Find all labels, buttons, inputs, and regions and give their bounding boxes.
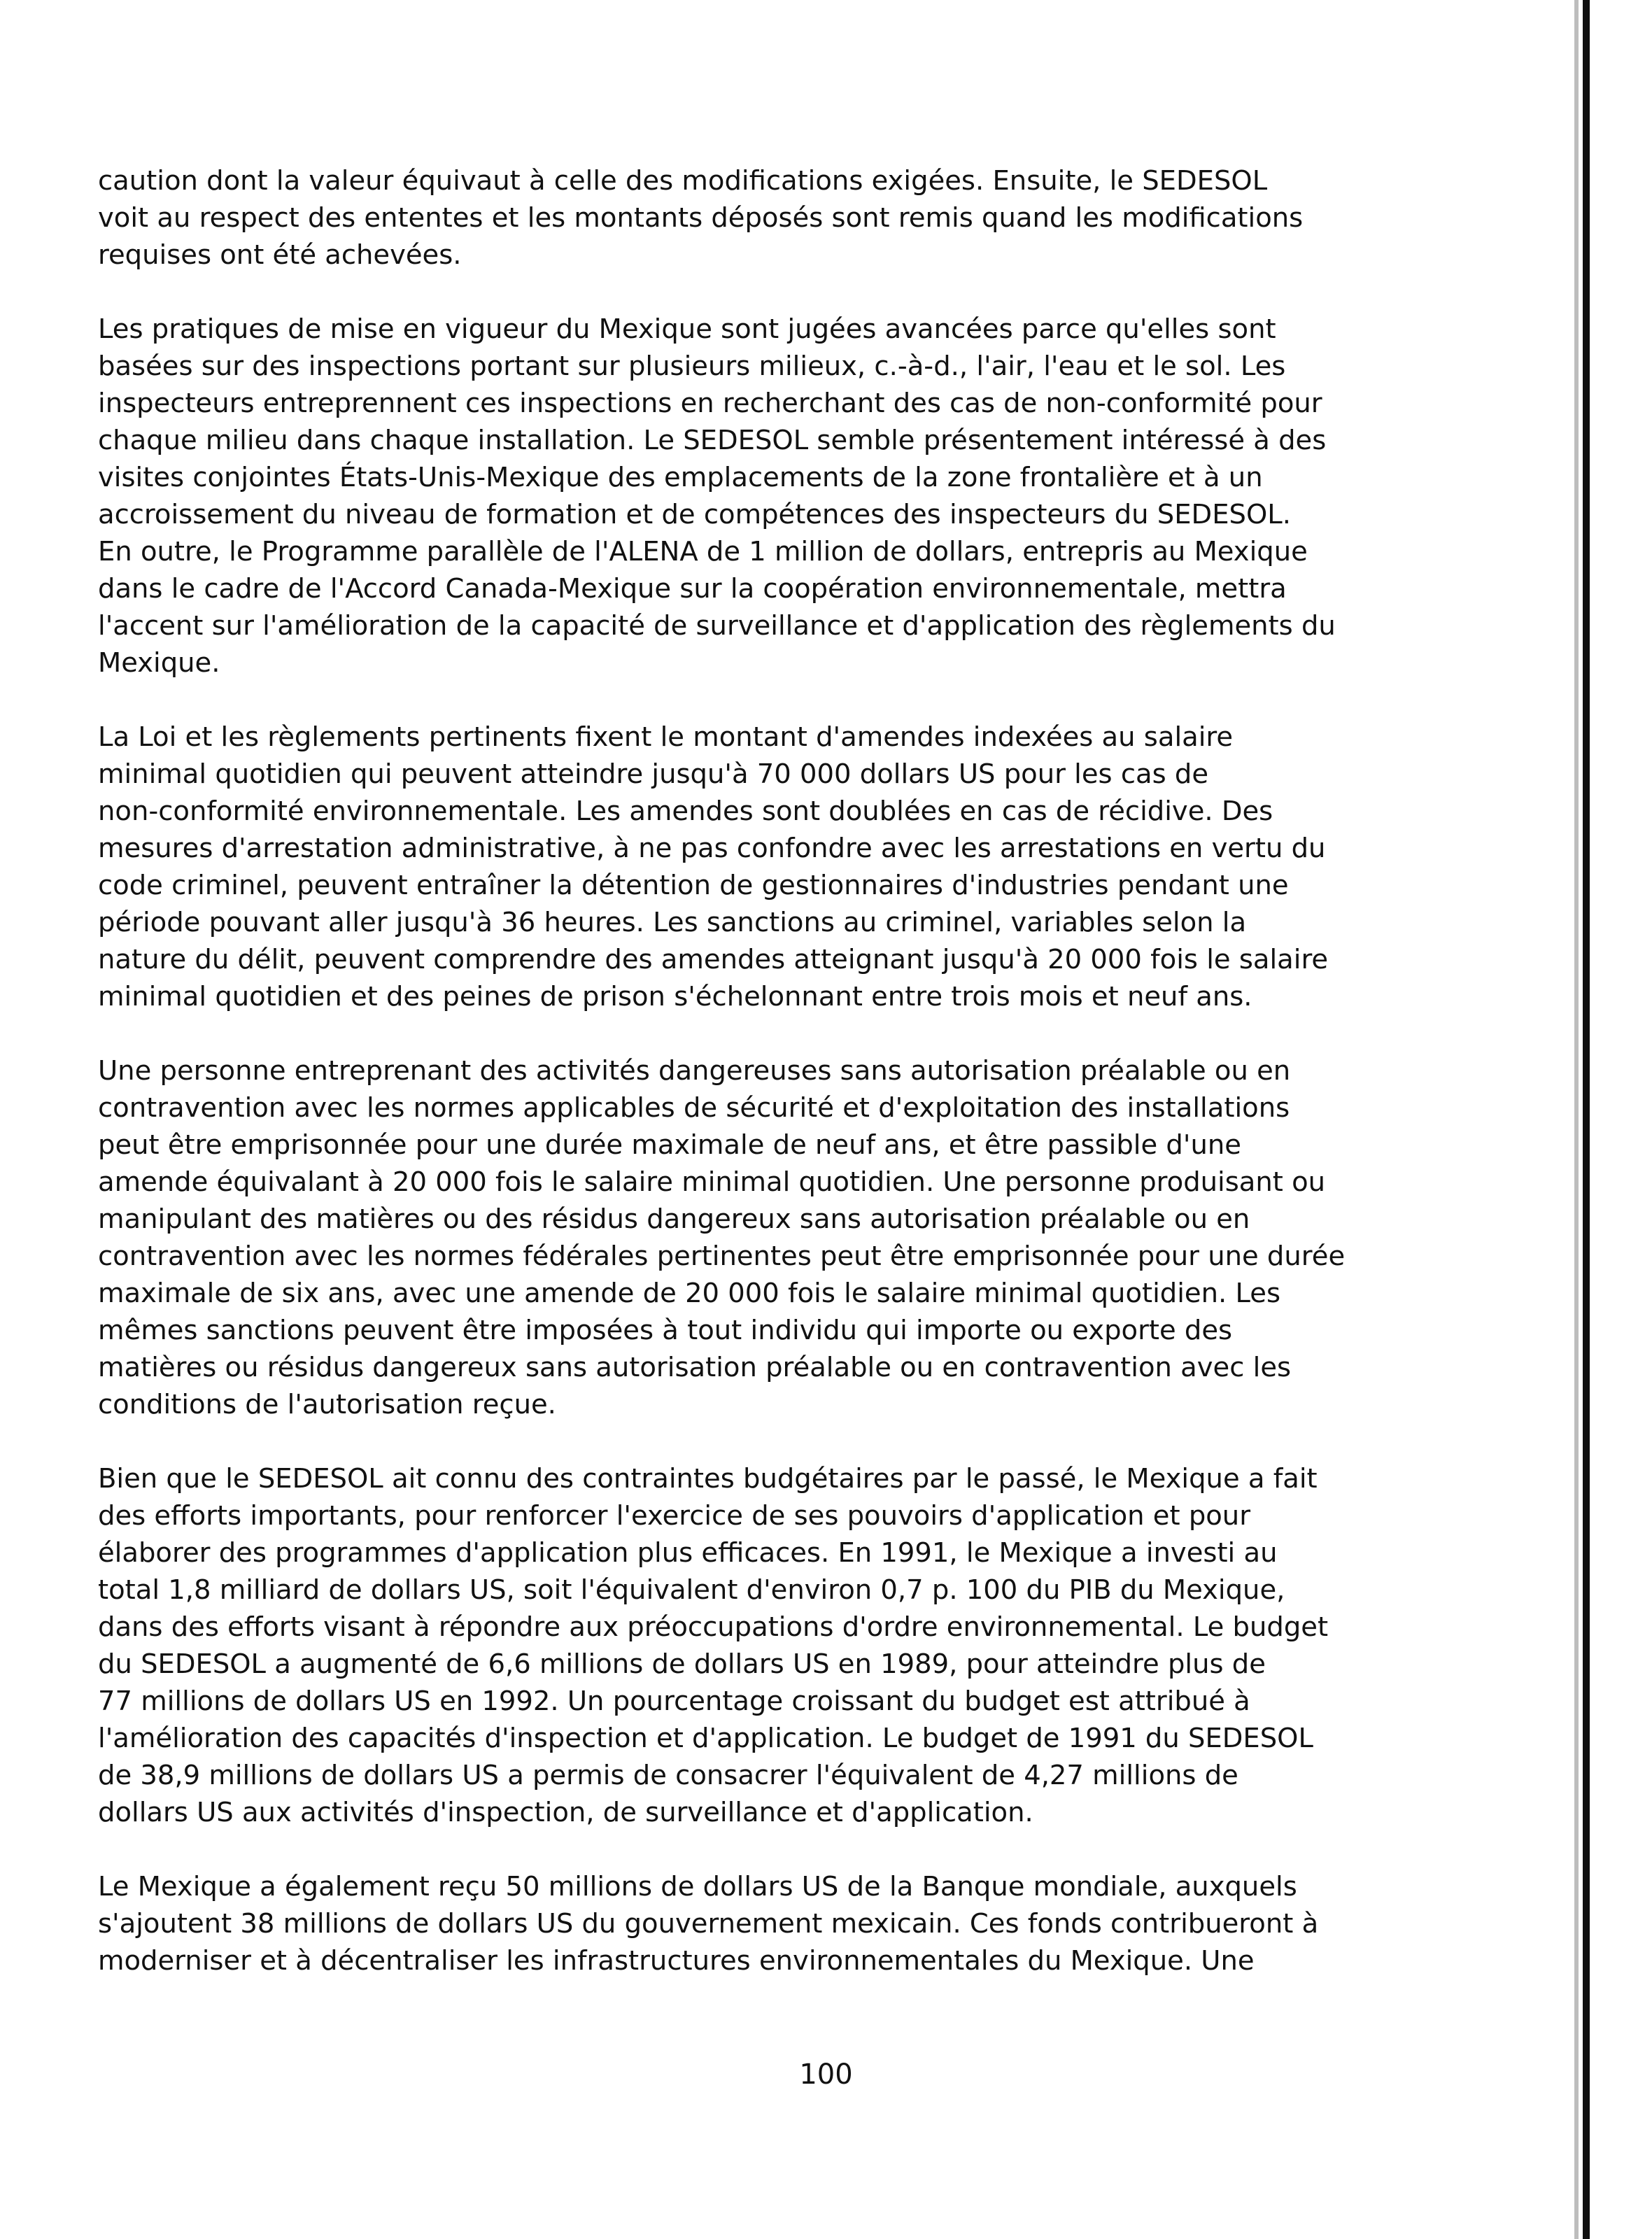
text-line: contravention avec les normes fédérales pertinentes peut être emprisonnée pour une durée <box>98 1241 1346 1272</box>
text-line: code criminel, peuvent entraîner la détention de gestionnaires d'industries pendant une <box>98 870 1289 901</box>
paragraph <box>98 1052 1469 1423</box>
text-line: requises ont été achevées. <box>98 239 462 271</box>
page-binding-shadow <box>1574 0 1579 2239</box>
text-line: nature du délit, peuvent comprendre des amendes atteignant jusqu'à 20 000 fois le salaire <box>98 944 1329 975</box>
text-line: caution dont la valeur équivaut à celle des modifications exigées. Ensuite, le SEDESOL <box>98 165 1268 197</box>
paragraph <box>98 162 1469 274</box>
text-line: peut être emprisonnée pour une durée maximale de neuf ans, et être passible d'une <box>98 1129 1241 1161</box>
text-line: Une personne entreprenant des activités dangereuses sans autorisation préalable ou en <box>98 1055 1291 1087</box>
text-line: dans le cadre de l'Accord Canada-Mexique sur la coopération environnementale, mettra <box>98 573 1287 605</box>
text-line: inspecteurs entreprennent ces inspections en recherchant des cas de non-conformité pour <box>98 388 1322 419</box>
text-line: voit au respect des ententes et les montants déposés sont remis quand les modifications <box>98 202 1304 234</box>
paragraph <box>98 719 1469 1015</box>
paragraph <box>98 311 1469 681</box>
text-line: total 1,8 milliard de dollars US, soit l'équivalent d'environ 0,7 p. 100 du PIB du Mexique, <box>98 1574 1285 1606</box>
text-line: basées sur des inspections portant sur plusieurs milieux, c.-à-d., l'air, l'eau et le sol. Les <box>98 351 1286 382</box>
text-line: Les pratiques de mise en vigueur du Mexique sont jugées avancées parce qu'elles sont <box>98 313 1276 345</box>
text-line: élaborer des programmes d'application plus efficaces. En 1991, le Mexique a investi au <box>98 1537 1278 1569</box>
text-line: Bien que le SEDESOL ait connu des contraintes budgétaires par le passé, le Mexique a fait <box>98 1463 1318 1495</box>
text-line: matières ou résidus dangereux sans autorisation préalable ou en contravention avec les <box>98 1352 1292 1383</box>
page-number: 100 <box>799 2058 853 2091</box>
text-line: l'amélioration des capacités d'inspection et d'application. Le budget de 1991 du SEDESOL <box>98 1723 1313 1754</box>
text-line: non-conformité environnementale. Les amendes sont doublées en cas de récidive. Des <box>98 796 1273 827</box>
text-line: l'accent sur l'amélioration de la capacité de surveillance et d'application des règlements du <box>98 610 1336 642</box>
text-line: du SEDESOL a augmenté de 6,6 millions de dollars US en 1989, pour atteindre plus de <box>98 1648 1266 1680</box>
text-line: 77 millions de dollars US en 1992. Un pourcentage croissant du budget est attribué à <box>98 1686 1250 1717</box>
text-line: des efforts importants, pour renforcer l'exercice de ses pouvoirs d'application et pour <box>98 1500 1251 1532</box>
text-line: maximale de six ans, avec une amende de 20 000 fois le salaire minimal quotidien. Les <box>98 1278 1281 1309</box>
page-body <box>98 162 1469 2016</box>
text-line: de 38,9 millions de dollars US a permis de consacrer l'équivalent de 4,27 millions de <box>98 1760 1238 1791</box>
page-binding-edge <box>1583 0 1590 2239</box>
text-line: mêmes sanctions peuvent être imposées à tout individu qui importe ou exporte des <box>98 1315 1233 1346</box>
text-line: amende équivalant à 20 000 fois le salaire minimal quotidien. Une personne produisant ou <box>98 1166 1326 1198</box>
text-line: En outre, le Programme parallèle de l'ALENA de 1 million de dollars, entrepris au Mexique <box>98 536 1308 567</box>
text-line: visites conjointes États-Unis-Mexique des emplacements de la zone frontalière et à un <box>98 462 1263 493</box>
text-line: minimal quotidien et des peines de prison s'échelonnant entre trois mois et neuf ans. <box>98 981 1252 1012</box>
text-line: mesures d'arrestation administrative, à ne pas confondre avec les arrestations en vertu du <box>98 833 1326 864</box>
text-line: accroissement du niveau de formation et de compétences des inspecteurs du SEDESOL. <box>98 499 1291 530</box>
text-line: moderniser et à décentraliser les infrastructures environnementales du Mexique. Une <box>98 1945 1255 1977</box>
text-line: période pouvant aller jusqu'à 36 heures. Les sanctions au criminel, variables selon la <box>98 907 1247 938</box>
text-line: Mexique. <box>98 647 220 679</box>
text-line: manipulant des matières ou des résidus dangereux sans autorisation préalable ou en <box>98 1203 1250 1235</box>
text-line: s'ajoutent 38 millions de dollars US du gouvernement mexicain. Ces fonds contribueront à <box>98 1908 1319 1940</box>
text-line: dollars US aux activités d'inspection, de surveillance et d'application. <box>98 1797 1033 1828</box>
text-line: dans des efforts visant à répondre aux préoccupations d'ordre environnemental. Le budget <box>98 1611 1329 1643</box>
text-line: La Loi et les règlements pertinents fixent le montant d'amendes indexées au salaire <box>98 721 1234 753</box>
paragraph <box>98 1868 1469 1979</box>
text-line: chaque milieu dans chaque installation. Le SEDESOL semble présentement intéressé à des <box>98 425 1327 456</box>
text-line: contravention avec les normes applicables de sécurité et d'exploitation des installations <box>98 1092 1290 1124</box>
text-line: conditions de l'autorisation reçue. <box>98 1389 556 1420</box>
paragraph <box>98 1460 1469 1831</box>
text-line: minimal quotidien qui peuvent atteindre jusqu'à 70 000 dollars US pour les cas de <box>98 758 1209 790</box>
text-line: Le Mexique a également reçu 50 millions de dollars US de la Banque mondiale, auxquels <box>98 1871 1297 1902</box>
